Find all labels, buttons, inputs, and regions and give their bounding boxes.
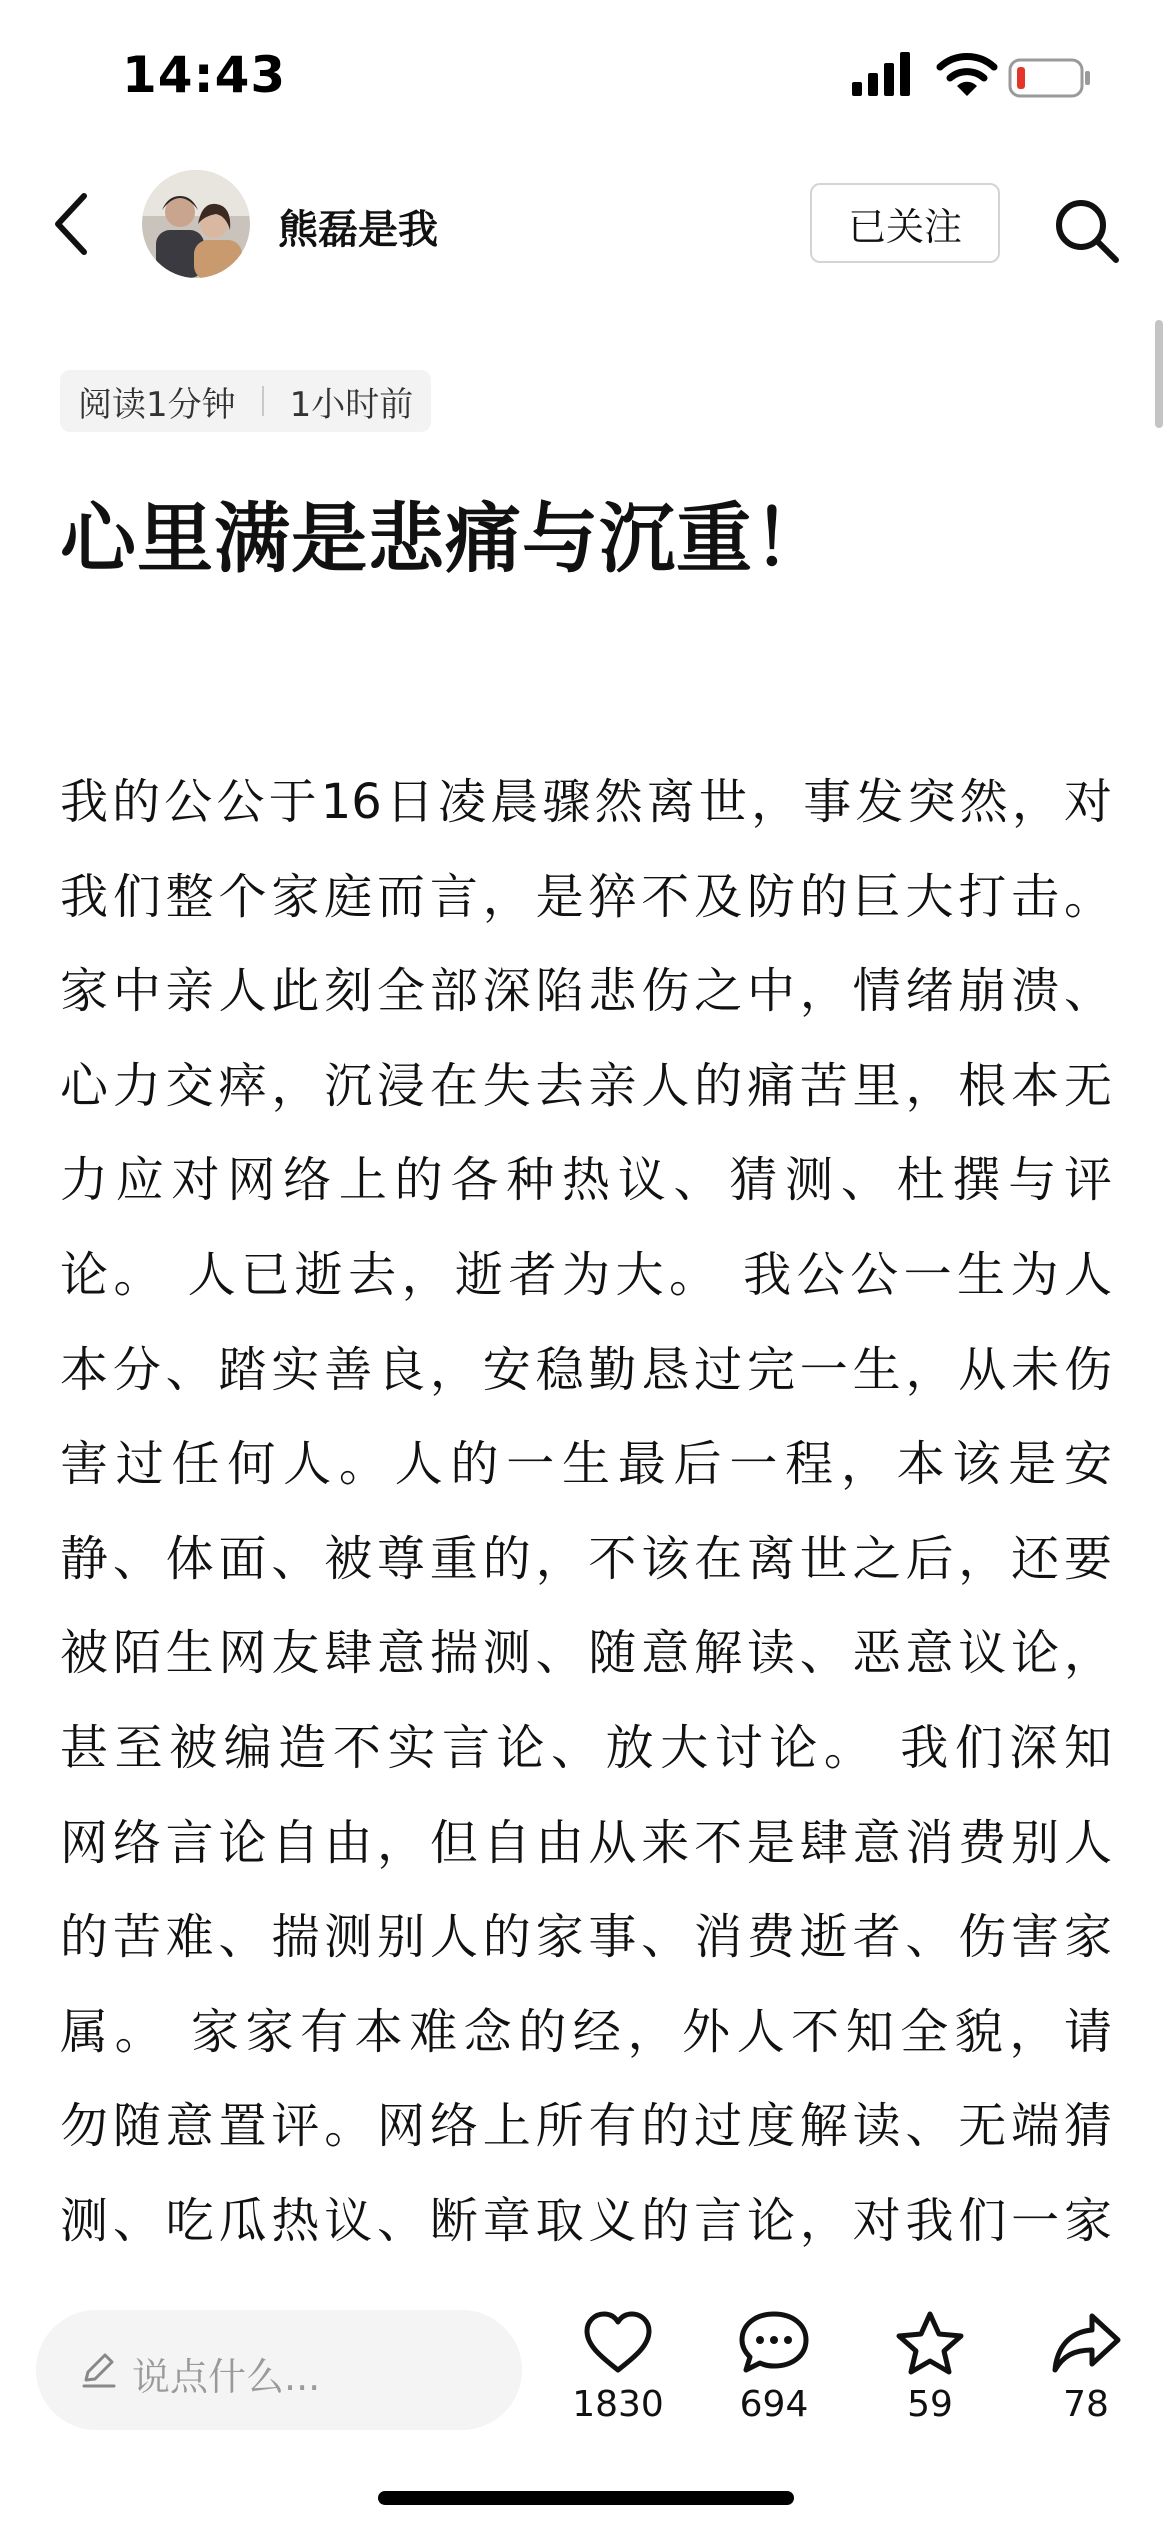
- body-line: 家中亲人此刻全部深陷悲伤之中，情绪崩溃、: [60, 963, 1112, 1020]
- like-button[interactable]: [558, 2310, 678, 2425]
- pencil-icon: [78, 2350, 118, 2390]
- post-time: 1小时前: [289, 384, 414, 425]
- author-name[interactable]: 熊磊是我: [278, 207, 438, 253]
- body-line: 心力交瘁，沉浸在失去亲人的痛苦里，根本无: [60, 1057, 1112, 1114]
- meta-divider: [262, 386, 264, 416]
- home-indicator[interactable]: [378, 2491, 794, 2505]
- cellular-signal-icon: [852, 52, 914, 96]
- chevron-left-icon[interactable]: [48, 190, 94, 258]
- like-count: 1830: [572, 2384, 664, 2425]
- share-button[interactable]: [1026, 2310, 1146, 2425]
- body-line: 我的公公于16日凌晨骤然离世，事发突然，对: [60, 774, 1112, 830]
- scrollbar-thumb[interactable]: [1155, 320, 1163, 428]
- comment-placeholder: 说点什么...: [132, 2355, 321, 2399]
- read-time: 阅读1分钟: [78, 384, 236, 425]
- body-line: 勿随意置评。网络上所有的过度解读、无端猜: [60, 2098, 1112, 2155]
- body-line: 测、吃瓜热议、断章取义的言论，对我们一家: [60, 2192, 1112, 2249]
- body-line: 被陌生网友肆意揣测、随意解读、恶意议论，: [60, 1625, 1112, 1682]
- body-line: 甚至被编造不实言论、放大讨论。 我们深知: [60, 1719, 1112, 1776]
- article-body: [60, 755, 1112, 2269]
- body-line: 属。 家家有本难念的经，外人不知全貌，请: [60, 2003, 1112, 2060]
- comment-button[interactable]: [714, 2310, 834, 2425]
- wifi-icon: [936, 50, 998, 98]
- favorite-button[interactable]: [870, 2310, 990, 2425]
- status-time: 14:43: [122, 46, 287, 104]
- comment-count: 694: [739, 2384, 809, 2425]
- body-line: 害过任何人。人的一生最后一程，本该是安: [60, 1436, 1112, 1493]
- body-line: 网络言论自由，但自由从来不是肆意消费别人: [60, 1814, 1112, 1871]
- body-line: 论。 人已逝去，逝者为大。 我公公一生为人: [60, 1246, 1112, 1303]
- heart-icon: [582, 2310, 654, 2376]
- body-line: 我们整个家庭而言，是猝不及防的巨大打击。: [60, 868, 1112, 925]
- article-meta: [60, 370, 431, 432]
- body-line: 静、体面、被尊重的，不该在离世之后，还要: [60, 1530, 1112, 1587]
- body-line: 本分、踏实善良，安稳勤恳过完一生，从未伤: [60, 1341, 1112, 1398]
- battery-icon: [1008, 58, 1092, 98]
- comment-input[interactable]: [36, 2310, 522, 2430]
- body-line: 的苦难、揣测别人的家事、消费逝者、伤害家: [60, 1909, 1112, 1966]
- search-icon[interactable]: [1052, 196, 1122, 266]
- author-avatar[interactable]: [142, 170, 250, 278]
- body-line: 力应对网络上的各种热议、猜测、杜撰与评: [60, 1152, 1112, 1209]
- comment-bubble-icon: [738, 2310, 810, 2376]
- share-count: 78: [1063, 2384, 1109, 2425]
- article-title: 心里满是悲痛与沉重！: [60, 494, 830, 583]
- favorite-count: 59: [907, 2384, 953, 2425]
- share-arrow-icon: [1050, 2310, 1122, 2376]
- star-icon: [894, 2310, 966, 2376]
- following-button[interactable]: 已关注: [810, 183, 1000, 263]
